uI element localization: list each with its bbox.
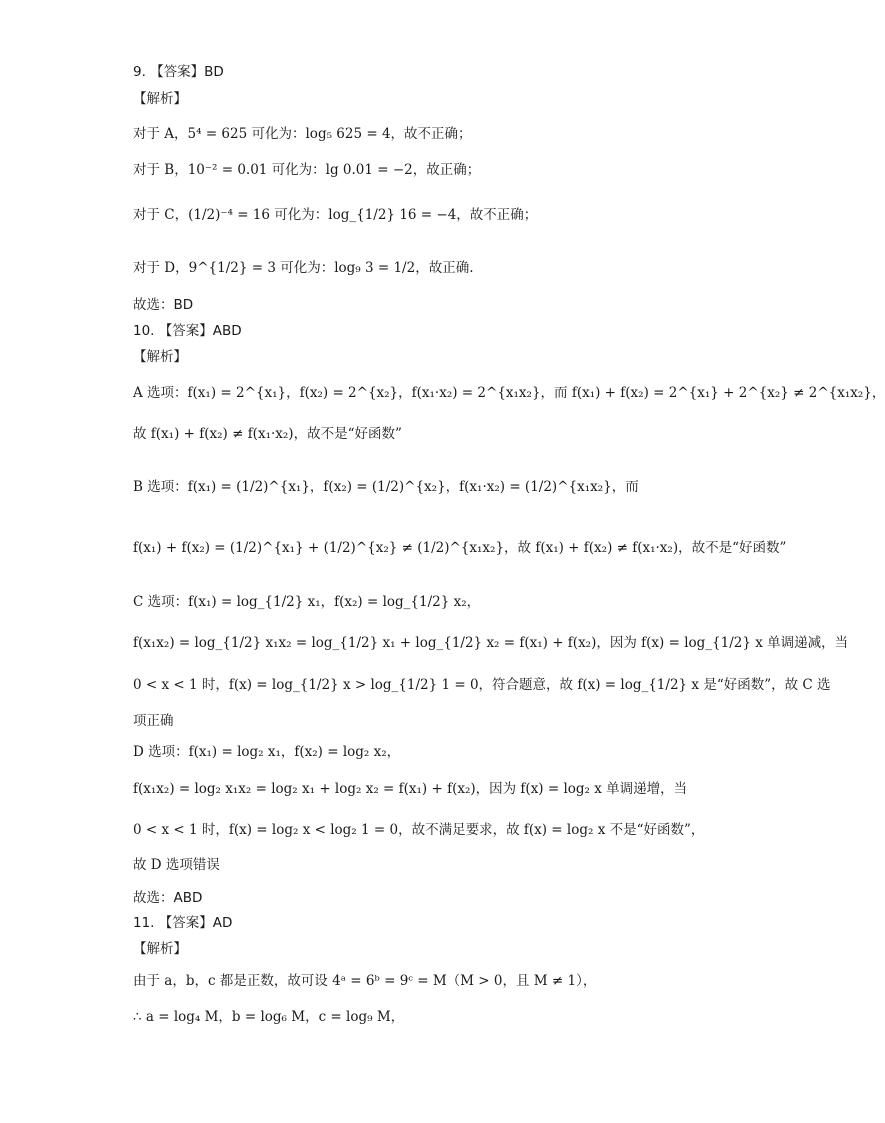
- q10-option-c-line4: 项正确: [133, 713, 174, 729]
- q9-option-b: 对于 B，10⁻² = 0.01 可化为：lg 0.01 = −2，故正确；: [133, 162, 481, 178]
- q9-option-c: 对于 C，(1/2)⁻⁴ = 16 可化为：log_{1/2} 16 = −4，故不正确；: [133, 207, 538, 223]
- q10-option-d-line4: 故 D 选项错误: [133, 857, 220, 873]
- q10-option-b-line2: f(x₁) + f(x₂) = (1/2)^{x₁} + (1/2)^{x₂} ≠ (1/2)^{x₁x₂}，故 f(x₁) + f(x₂) ≠ f(x₁·x₂)，故不是“好函数”: [133, 540, 787, 556]
- q9-answer-heading: 9. 【答案】BD: [133, 64, 224, 80]
- q10-choice: 故选：ABD: [133, 890, 203, 906]
- q10-option-d-line2: f(x₁x₂) = log₂ x₁x₂ = log₂ x₁ + log₂ x₂ = f(x₁) + f(x₂)，因为 f(x) = log₂ x 单调递增，当: [133, 781, 688, 797]
- q11-answer-heading: 11. 【答案】AD: [133, 915, 233, 931]
- q10-option-c-line3: 0 < x < 1 时，f(x) = log_{1/2} x > log_{1/2} 1 = 0，符合题意，故 f(x) = log_{1/2} x 是“好函数”，故 C 选: [133, 677, 831, 693]
- q9-option-a: 对于 A，5⁴ = 625 可化为：log₅ 625 = 4，故不正确；: [133, 126, 472, 142]
- q10-option-d-line1: D 选项：f(x₁) = log₂ x₁，f(x₂) = log₂ x₂，: [133, 744, 401, 760]
- q10-option-c-line2: f(x₁x₂) = log_{1/2} x₁x₂ = log_{1/2} x₁ + log_{1/2} x₂ = f(x₁) + f(x₂)，因为 f(x) = log_{1/2} x 单调递减，当: [133, 635, 849, 651]
- q10-option-b-line1: B 选项：f(x₁) = (1/2)^{x₁}，f(x₂) = (1/2)^{x₂}，f(x₁·x₂) = (1/2)^{x₁x₂}，而: [133, 479, 639, 495]
- q10-option-c-line1: C 选项：f(x₁) = log_{1/2} x₁，f(x₂) = log_{1/2} x₂，: [133, 594, 481, 610]
- q9-choice: 故选：BD: [133, 297, 194, 313]
- q10-option-a-line1: A 选项：f(x₁) = 2^{x₁}，f(x₂) = 2^{x₂}，f(x₁·x₂) = 2^{x₁x₂}，而 f(x₁) + f(x₂) = 2^{x₁} + 2^{x₂} ≠ 2^{x₁x₂}，: [133, 385, 885, 401]
- q9-option-d: 对于 D，9^{1/2} = 3 可化为：log₉ 3 = 1/2，故正确.: [133, 260, 474, 276]
- q9-analysis-heading: 【解析】: [133, 91, 187, 107]
- q10-option-a-line2: 故 f(x₁) + f(x₂) ≠ f(x₁·x₂)，故不是“好函数”: [133, 426, 402, 442]
- q10-analysis-heading: 【解析】: [133, 349, 187, 365]
- q11-analysis-heading: 【解析】: [133, 941, 187, 957]
- q11-line2: ∴ a = log₄ M，b = log₆ M，c = log₉ M，: [133, 1009, 405, 1025]
- q10-option-d-line3: 0 < x < 1 时，f(x) = log₂ x < log₂ 1 = 0，故不满足要求，故 f(x) = log₂ x 不是“好函数”，: [133, 822, 705, 838]
- q11-line1: 由于 a，b，c 都是正数，故可设 4ᵃ = 6ᵇ = 9ᶜ = M（M > 0，且 M ≠ 1），: [133, 973, 597, 989]
- q10-answer-heading: 10. 【答案】ABD: [133, 323, 242, 339]
